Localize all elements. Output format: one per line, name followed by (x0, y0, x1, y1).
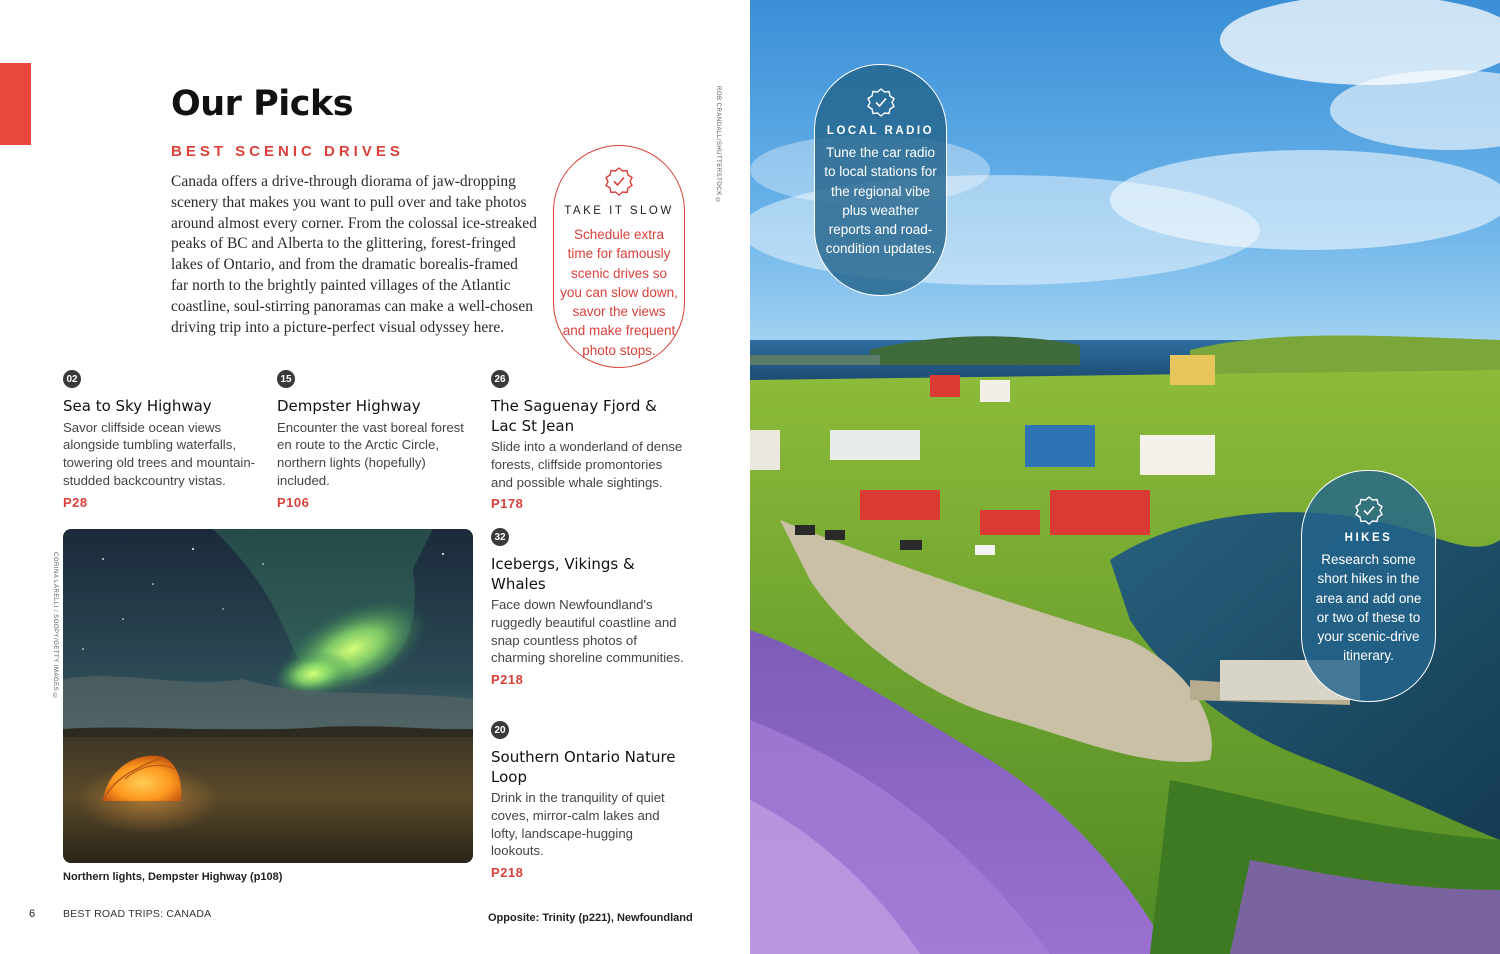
section-tab (0, 63, 31, 145)
badge-check-icon (1302, 495, 1435, 527)
route-title: The Saguenay Fjord & Lac St Jean (491, 397, 657, 435)
northern-lights-photo (63, 529, 473, 863)
route-page-ref[interactable]: P218 (491, 865, 524, 881)
left-photo-credit: CORINA LARELLI / SOOPY/GETTY IMAGES © (52, 552, 58, 700)
page-title: Our Picks (171, 84, 354, 124)
tip-label: HIKES (1344, 532, 1393, 544)
route-description: Slide into a wonderland of dense forests, cliffside promontories and possible whale sightings. (491, 439, 683, 490)
route-title: Dempster Highway (277, 397, 421, 415)
right-photo-credit: ROB CRANDALL/SHUTTERSTOCK © (715, 86, 721, 205)
tip-label: TAKE IT SLOW (564, 205, 674, 217)
route-item (491, 370, 686, 511)
route-number-badge: 32 (491, 528, 509, 546)
route-page-ref[interactable]: P178 (491, 496, 524, 512)
route-title: Southern Ontario Nature Loop (491, 748, 676, 786)
photo-caption: Northern lights, Dempster Highway (p108) (63, 871, 283, 883)
route-page-ref[interactable]: P28 (63, 494, 88, 510)
opposite-caption: Opposite: Trinity (p221), Newfoundland (488, 912, 693, 924)
intro-paragraph: Canada offers a drive-through diorama of jaw-dropping scenery that makes you want to pull over and take photos around almost every corner. From the colossal ice-streaked peaks of BC and Alberta to the glittering, forest-fringed lakes of Ontario, and from the dramatic borealis-framed far north to the brightly painted villages of the Atlantic coastline, soul-stirring panoramas can make a well-chosen driving trip into a picture-perfect visual odyssey here. (171, 173, 537, 336)
route-item (277, 370, 469, 510)
book-title: BEST ROAD TRIPS: CANADA (63, 908, 212, 920)
tip-hikes (1301, 470, 1436, 702)
tip-label: LOCAL RADIO (826, 125, 935, 137)
route-title: Sea to Sky Highway (63, 397, 212, 415)
route-page-ref[interactable]: P106 (277, 494, 310, 510)
route-number-badge: 20 (491, 721, 509, 739)
badge-check-icon (554, 166, 684, 198)
route-description: Savor cliffside ocean views alongside tumbling waterfalls, towering old trees and mountain-studded backcountry vistas. (63, 419, 256, 488)
route-page-ref[interactable]: P218 (491, 672, 524, 688)
route-description: Drink in the tranquility of quiet coves, mirror-calm lakes and lofty, landscape-hugging lookouts. (491, 790, 665, 859)
tip-text: Research some short hikes in the area and add one or two of these to your scenic-drive itinerary. (1315, 552, 1422, 664)
right-page (750, 0, 1500, 954)
section-subtitle: BEST SCENIC DRIVES (171, 143, 404, 160)
route-number-badge: 02 (63, 370, 81, 388)
tip-text: Tune the car radio to local stations for the regional vibe plus weather reports and road-condition updates. (824, 145, 937, 257)
route-item (491, 528, 691, 687)
route-item (491, 721, 681, 880)
route-number-badge: 26 (491, 370, 509, 388)
tip-text: Schedule extra time for famously scenic drives so you can slow down, savor the views and make frequent photo stops. (560, 227, 678, 358)
route-item (63, 370, 263, 510)
route-number-badge: 15 (277, 370, 295, 388)
route-description: Face down Newfoundland's ruggedly beautiful coastline and snap countless photos of charming shoreline communities. (491, 597, 684, 666)
route-description: Encounter the vast boreal forest en route to the Arctic Circle, northern lights (hopefully) included. (277, 419, 464, 488)
badge-check-icon (815, 87, 946, 119)
route-title: Icebergs, Vikings & Whales (491, 555, 635, 593)
tip-local-radio (814, 64, 947, 296)
tip-take-it-slow (553, 145, 685, 368)
page-number: 6 (29, 908, 36, 920)
